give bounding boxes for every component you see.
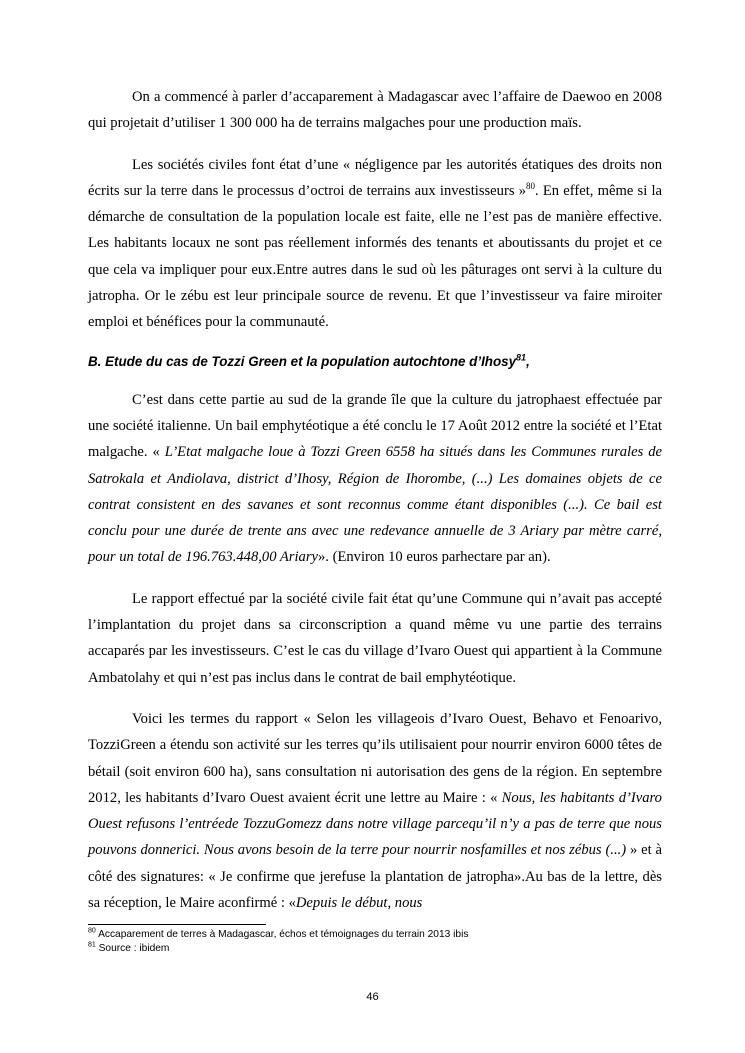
footnote-80 [88, 928, 662, 942]
footnote-ref-80[interactable]: 80 [526, 181, 536, 192]
footnote-text: Source : ibidem [95, 943, 170, 954]
footnote-81 [88, 942, 662, 956]
footnote-divider [88, 924, 266, 925]
lease-quote: L’Etat malgache loue à Tozzi Green 6558 ha situés dans les Communes rurales de Satrokala et Andiolava, district d’Ihosy, Région de Ihorombe, (...) Les domaines objets de ce contrat consistent en des savanes et sont reconnus comme étant disponibles (...). Ce bail est conclu pour une durée de trente ans avec une redevance annuelle de 3 Ariary par mètre carré, pour un total de 196.763.448,00 Ariary [88, 444, 662, 566]
mayor-quote: Depuis le début, nous [295, 895, 423, 912]
footnote-ref-81[interactable]: 81 [516, 352, 527, 363]
paragraph-daewoo [88, 84, 662, 137]
paragraph-text: On a commencé à parler d’accaparement à Madagascar avec l’affaire de Daewoo en 2008 qui projetait d’utiliser 1 300 000 ha de terrains malgaches pour une production maïs. [88, 89, 662, 132]
page-number: 46 [366, 991, 379, 1003]
footnote-number: 81 [88, 941, 96, 949]
paragraph-civil-society [88, 152, 662, 336]
villagers-letter-quote: Nous, les habitants d’Ivaro Ouest refusons l’entréede TozzuGomezz dans notre village parcequ’il n’y a pas de terre que nous pouvons donnerici. Nous avons besoin de la terre pour nourrir nosfamilles et nos zébus (...) [88, 789, 662, 859]
paragraph-text: Les sociétés civiles font état d’une « négligence par les autorités étatiques des droits non écrits sur la terre dans le processus d’octroi de terrains aux investisseurs » [88, 156, 662, 199]
footnote-number: 80 [88, 927, 96, 935]
section-heading-text: B. Etude du cas de Tozzi Green et la population autochtone d’Ihosy [88, 353, 517, 369]
footnote-text: Accaparement de terres à Madagascar, échos et témoignages du terrain 2013 ibis [95, 929, 469, 940]
footnotes [88, 924, 662, 956]
section-heading-trail: , [526, 353, 530, 369]
paragraph-text: Le rapport effectué par la société civile fait état qu’une Commune qui n’avait pas accepté l’implantation du projet dans sa circonscription a quand même vu une partie des terrains accaparés par les investisseurs. C’est le cas du village d’Ivaro Ouest qui appartient à la Commune Ambatolahy et qui n’est pas inclus dans le contrat de bail emphytéotique. [88, 590, 662, 686]
paragraph-lease [88, 387, 662, 571]
paragraph-text: » et à côté des signatures: « Je confirme que jerefuse la plantation de jatropha».Au bas de la lettre, dès sa réception, le Maire aconfirmé : « [88, 842, 662, 912]
paragraph-text: Voici les termes du rapport « Selon les villageois d’Ivaro Ouest, Behavo et Fenoarivo, TozziGreen a étendu son activité sur les terres qu’ils utilisaient pour nourrir environ 6000 têtes de bétail (soit environ 600 ha), sans consultation ni autorisation des gens de la région. En septembre 2012, les habitants d’Ivaro Ouest avaient écrit une lettre au Maire : « [88, 710, 662, 806]
document-body [88, 84, 662, 931]
paragraph-villagers [88, 706, 662, 916]
paragraph-text: ». (Environ 10 euros parhectare par an). [318, 549, 551, 566]
paragraph-text: C’est dans cette partie au sud de la grande île que la culture du jatrophaest effectuée par une société italienne. Un bail emphytéotique a été conclu le 17 Août 2012 entre la société et l’Etat malgache. « [88, 391, 662, 461]
paragraph-report [88, 586, 662, 691]
paragraph-text: . En effet, même si la démarche de consultation de la population locale est faite, elle ne l’est pas de manière effective. Les habitants locaux ne sont pas réellement informés des tenants et aboutissants du projet et ce que cela va impliquer pour eux.Entre autres dans le sud où les pâturages ont servi à la culture du jatropha. Or le zébu est leur principale source de revenu. Et que l’investisseur va faire miroiter emploi et bénéfices pour la communauté. [88, 182, 662, 331]
section-heading [88, 351, 662, 373]
